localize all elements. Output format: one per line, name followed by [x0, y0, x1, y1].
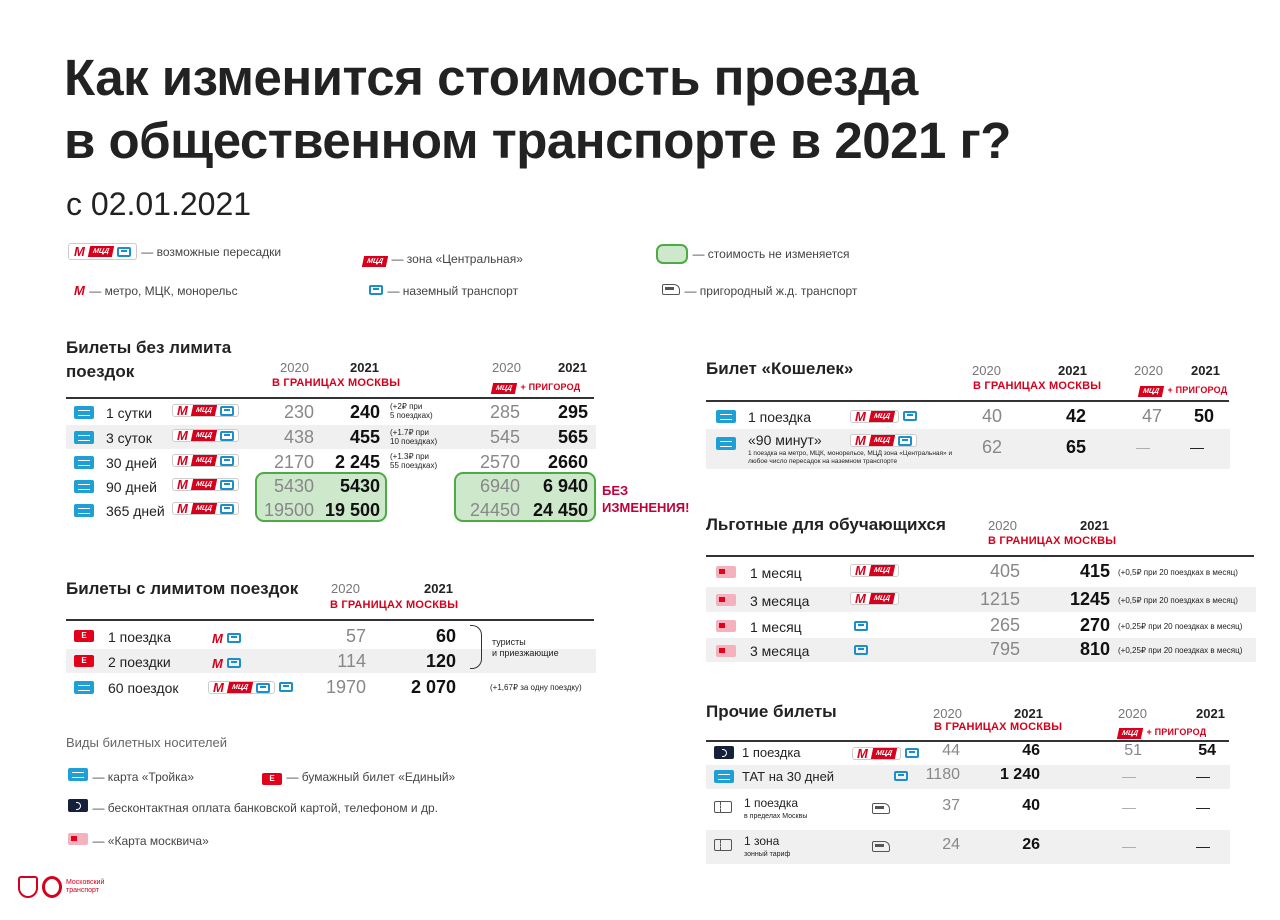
metro-icon: М — [855, 563, 866, 578]
troika-icon — [74, 406, 94, 419]
bus-icon — [220, 480, 234, 490]
footer-logo: Московский транспорт — [18, 876, 110, 898]
other-table — [706, 742, 1230, 866]
transfers-icon-group — [850, 408, 917, 426]
bus-icon — [905, 748, 919, 758]
troika-icon — [74, 480, 94, 493]
legend-metro — [74, 282, 238, 300]
legend-suburban-text: — пригородный ж.д. транспорт — [684, 284, 858, 298]
title-line-1: Как изменится стоимость проезда — [64, 49, 918, 106]
contactless-card-icon — [714, 746, 734, 759]
carrier-edin: Е — бумажный билет «Единый» — [262, 768, 455, 786]
limited-rule — [66, 619, 594, 621]
carrier-troika: — карта «Тройка» — [68, 768, 194, 786]
legend-transfers — [68, 243, 281, 261]
unlimited-hdr-2020: 2020 — [280, 360, 309, 375]
bus-icon — [227, 633, 241, 643]
transfers-icon-group — [208, 679, 293, 697]
troika-icon — [716, 410, 736, 423]
wallet-hdr-2021: 2021 — [1058, 363, 1087, 378]
metro-icon: М — [855, 591, 866, 606]
unlimited-prigorod-label: МЦД + ПРИГОРОД — [492, 377, 580, 395]
limited-title: Билеты с лимитом поездок — [66, 579, 299, 598]
students-title: Льготные для обучающихся — [706, 515, 946, 534]
legend-suburban — [662, 282, 857, 300]
train-icon — [872, 841, 890, 852]
metro-icon: М — [212, 656, 223, 671]
bus-icon — [903, 411, 917, 421]
mcd-icon: МЦД — [1117, 728, 1143, 739]
legend-unchanged — [656, 244, 850, 264]
limited-moscow-label: В ГРАНИЦАХ МОСКВЫ — [330, 599, 459, 611]
table-row: Е 1 поездка М 57 60 — [66, 624, 596, 648]
wallet-rule — [706, 400, 1229, 402]
transfers-icon-group — [850, 432, 917, 450]
title-line-2: в общественном транспорте в 2021 г? — [64, 112, 1011, 169]
wallet-table — [706, 404, 1230, 470]
table-row: 365 дней М МЦД 19500 19 500 24450 24 450 — [66, 499, 596, 521]
table-row: 1 поездка М МЦД 40 42 47 50 — [706, 404, 1230, 428]
transport-logo-icon — [42, 876, 62, 898]
metro-icon: М — [177, 501, 188, 516]
table-row: 60 поездок М МЦД 1970 2 070 (+1,67₽ за одну поездку) — [66, 675, 596, 699]
carrier-moskv: — «Карта москвича» — [68, 832, 209, 850]
limited-hdr-2020: 2020 — [331, 581, 360, 596]
wallet-hdr-p2020: 2020 — [1134, 363, 1163, 378]
paper-ticket-icon — [714, 801, 732, 813]
mcd-icon: МЦД — [869, 411, 895, 422]
bus-icon — [898, 436, 912, 446]
mcd-icon: МЦД — [88, 246, 114, 257]
metro-icon: М — [177, 403, 188, 418]
edin-ticket-icon: Е — [74, 655, 94, 667]
metro-bus-icons — [212, 655, 241, 673]
legend-central — [363, 250, 523, 268]
other-moscow-label: В ГРАНИЦАХ МОСКВЫ — [934, 721, 1063, 733]
mcd-icon: МЦД — [191, 479, 217, 490]
students-rule — [706, 555, 1254, 557]
bus-icon — [369, 285, 383, 295]
table-row: 3 месяца 795 810 (+0,25₽ при 20 поездках в месяц) — [706, 638, 1256, 662]
bus-icon — [894, 771, 908, 781]
wallet-hdr-2020: 2020 — [972, 363, 1001, 378]
transfers-icon-group — [172, 404, 239, 417]
edin-ticket-icon: Е — [262, 773, 282, 785]
unlimited-title: Билеты без лимита поездок — [66, 338, 232, 381]
other-hdr-p2020: 2020 — [1118, 706, 1147, 721]
edin-ticket-icon: Е — [74, 630, 94, 642]
metro-icon: М — [213, 680, 224, 695]
unlimited-moscow-label: В ГРАНИЦАХ МОСКВЫ — [272, 377, 401, 389]
legend-metro-text: — метро, МЦК, монорельс — [89, 284, 238, 298]
troika-icon — [74, 504, 94, 517]
green-swatch-icon — [656, 244, 688, 264]
moscow-card-icon — [716, 645, 736, 657]
students-table — [706, 559, 1256, 663]
other-title: Прочие билеты — [706, 702, 837, 721]
unlimited-hdr-p2020: 2020 — [492, 360, 521, 375]
bus-icon — [220, 431, 234, 441]
metro-mcd-icons — [850, 592, 899, 605]
transfers-icon-group — [172, 478, 239, 491]
bus-icon — [854, 621, 868, 631]
troika-icon — [74, 431, 94, 444]
bus-icon — [220, 456, 234, 466]
mcd-icon: МЦД — [362, 256, 388, 267]
other-hdr-p2021: 2021 — [1196, 706, 1225, 721]
no-change-label: БЕЗ ИЗМЕНЕНИЯ! — [602, 483, 690, 515]
bus-icon — [854, 645, 868, 655]
date-subtitle: с 02.01.2021 — [66, 186, 252, 222]
tourists-label: туристы и приезжающие — [492, 637, 559, 658]
transfers-icon-group — [172, 502, 239, 515]
metro-icon: М — [177, 428, 188, 443]
other-hdr-2020: 2020 — [933, 706, 962, 721]
table-row: 30 дней М МЦД 2170 2 245 (+1.3₽ при 55 поездках) 2570 2660 — [66, 451, 596, 473]
table-row: 3 месяца М МЦД 1215 1245 (+0,5₽ при 20 поездках в месяц) — [706, 587, 1256, 612]
other-hdr-2021: 2021 — [1014, 706, 1043, 721]
mcd-icon: МЦД — [871, 748, 897, 759]
metro-icon: М — [857, 746, 868, 761]
table-row: 1 поездка М МЦД 44 46 51 54 — [706, 742, 1230, 764]
mcd-icon: МЦД — [869, 435, 895, 446]
mcd-icon: МЦД — [191, 405, 217, 416]
mcd-icon: МЦД — [1138, 386, 1164, 397]
limited-table — [66, 624, 596, 704]
table-row: 90 дней М МЦД 5430 5430 6940 6 940 — [66, 475, 596, 497]
table-row: 1 сутки М МЦД 230 240 (+2₽ при 5 поездках) 285 295 — [66, 401, 596, 423]
unlimited-hdr-2021: 2021 — [350, 360, 379, 375]
table-row: 1 зона зонный тариф 24 26 — — — [706, 830, 1230, 864]
wallet-moscow-label: В ГРАНИЦАХ МОСКВЫ — [973, 380, 1102, 392]
paper-ticket-icon — [714, 839, 732, 851]
metro-icon: М — [74, 244, 85, 259]
page-title — [64, 46, 1011, 172]
train-icon — [872, 803, 890, 814]
bus-icon — [279, 682, 293, 692]
tourists-bracket — [470, 625, 482, 669]
metro-bus-icons — [212, 630, 241, 648]
wallet-hdr-p2021: 2021 — [1191, 363, 1220, 378]
wallet-prigorod-label: МЦД + ПРИГОРОД — [1139, 380, 1227, 398]
students-moscow-label: В ГРАНИЦАХ МОСКВЫ — [988, 535, 1117, 547]
troika-icon — [716, 437, 736, 450]
students-hdr-2020: 2020 — [988, 518, 1017, 533]
mcd-icon: МЦД — [191, 503, 217, 514]
mcd-icon: МЦД — [869, 565, 895, 576]
troika-icon — [714, 770, 734, 783]
mcd-icon: МЦД — [227, 682, 253, 693]
table-row: ТАТ на 30 дней 1180 1 240 — — — [706, 765, 1230, 789]
mcd-icon: МЦД — [491, 383, 517, 394]
bus-icon — [117, 247, 131, 257]
unlimited-rule — [66, 397, 594, 399]
other-prigorod-label: МЦД + ПРИГОРОД — [1118, 722, 1206, 740]
table-row: 1 месяц М МЦД 405 415 (+0,5₽ при 20 поездках в месяц) — [706, 559, 1256, 584]
limited-hdr-2021: 2021 — [424, 581, 453, 596]
unlimited-table — [66, 401, 596, 525]
troika-icon — [74, 456, 94, 469]
transfers-icon-group — [68, 243, 137, 260]
troika-icon — [74, 681, 94, 694]
mcd-icon: МЦД — [191, 455, 217, 466]
metro-mcd-icons — [850, 564, 899, 577]
bus-icon — [220, 406, 234, 416]
table-row: 1 поездка в пределах Москвы 37 40 — — — [706, 792, 1230, 826]
students-hdr-2021: 2021 — [1080, 518, 1109, 533]
carriers-title: Виды билетных носителей — [66, 735, 228, 750]
bus-icon — [256, 683, 270, 693]
bus-icon — [220, 504, 234, 514]
metro-icon: М — [74, 283, 85, 298]
table-row: Е 2 поездки М 114 120 — [66, 649, 596, 673]
mcd-icon: МЦД — [869, 593, 895, 604]
moscow-card-icon — [716, 594, 736, 606]
table-row: 3 суток М МЦД 438 455 (+1.7₽ при 10 поездках) 545 565 — [66, 425, 596, 449]
legend-transfers-text: — возможные пересадки — [141, 245, 282, 259]
legend-unchanged-text: — стоимость не изменяется — [692, 247, 850, 262]
moscow-coat-of-arms-icon — [18, 876, 38, 898]
bus-icon — [227, 658, 241, 668]
metro-icon: М — [855, 433, 866, 448]
table-row: «90 минут» М МЦД 1 поездка на метро, МЦК, монорельсе, МЦД зона «Центральная» и любое число пересадок на наземном транспорте 62 65 — — — [706, 429, 1230, 469]
transfers-icon-group — [172, 429, 239, 442]
carrier-bank: — бесконтактная оплата банковской картой, телефоном и др. — [68, 799, 438, 817]
moscow-card-icon — [716, 566, 736, 578]
legend-ground — [369, 282, 518, 300]
legend-central-text: — зона «Центральная» — [391, 252, 523, 266]
wallet-title: Билет «Кошелек» — [706, 359, 854, 378]
unlimited-hdr-p2021: 2021 — [558, 360, 587, 375]
table-row: 1 месяц 265 270 (+0,25₽ при 20 поездках в месяц) — [706, 613, 1256, 637]
moscow-card-icon — [68, 833, 88, 845]
metro-icon: М — [212, 631, 223, 646]
metro-icon: М — [177, 453, 188, 468]
legend-ground-text: — наземный транспорт — [387, 284, 519, 298]
troika-icon — [68, 768, 88, 781]
moscow-card-icon — [716, 620, 736, 632]
metro-icon: М — [855, 409, 866, 424]
transfers-icon-group — [852, 745, 919, 763]
mcd-icon: МЦД — [191, 430, 217, 441]
transfers-icon-group — [172, 454, 239, 467]
metro-icon: М — [177, 477, 188, 492]
contactless-card-icon — [68, 799, 88, 812]
train-icon — [662, 284, 680, 295]
